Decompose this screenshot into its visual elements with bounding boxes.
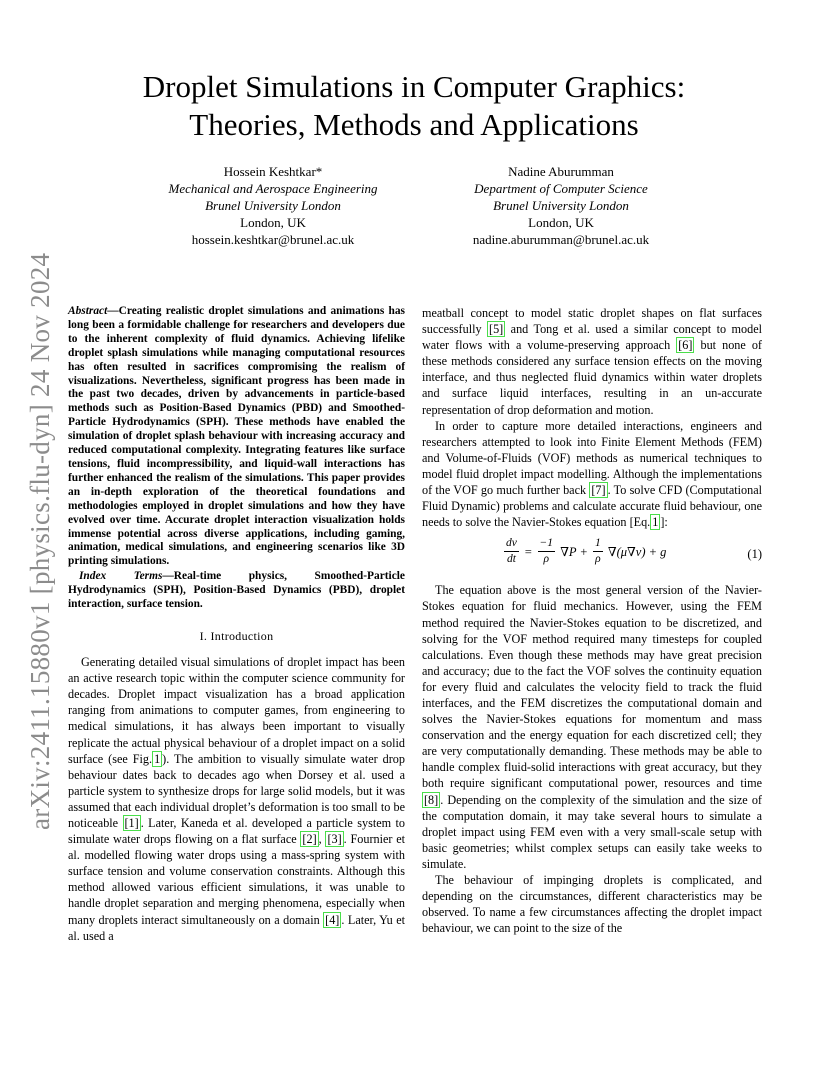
right-paragraph-2 <box>422 418 762 531</box>
intro-paragraph-1 <box>68 654 405 944</box>
citation-link[interactable]: [5] <box>489 322 504 337</box>
equation-term: ∇(μ∇v) + g <box>607 544 667 559</box>
equation-body <box>502 536 666 567</box>
figure-link[interactable]: 1 <box>154 751 161 766</box>
citation-link[interactable]: [2] <box>302 832 317 847</box>
title-line-2: Theories, Methods and Applications <box>189 107 639 142</box>
author-block-1 <box>143 163 403 248</box>
left-column <box>68 305 405 944</box>
citation-link[interactable]: [4] <box>325 912 340 927</box>
denominator: ρ <box>595 553 601 566</box>
author-email[interactable]: hossein.keshtkar@brunel.ac.uk <box>191 232 355 247</box>
author-university: Brunel University London <box>205 198 341 213</box>
text-span: . Fournier et al. modelled flowing water drops using a mass-spring system with surface tension and volume conservation constraints. Although this method allowed various efficient simulations, it was unable to handle droplet separation and merging phenomena, especially when many droplets interact simultaneously on a domain <box>68 832 405 927</box>
author-department: Mechanical and Aerospace Engineering <box>168 181 378 196</box>
numerator: 1 <box>593 536 603 552</box>
denominator: dt <box>506 553 516 566</box>
index-terms <box>68 570 405 612</box>
author-name: Hossein Keshtkar* <box>223 164 323 179</box>
numerator: −1 <box>538 536 556 552</box>
author-city: London, UK <box>240 215 306 230</box>
author-city: London, UK <box>528 215 594 230</box>
text-span: ). The ambition to visually simulate water drop behaviour dates back to decades ago when Dorsey et al. used a particle system to synthesize drops for large solid models, but it was assumed that each individual droplet’s deformation is too small to be noticeable <box>68 751 405 830</box>
text-span: . Later, Yu et al. used a <box>68 912 405 943</box>
citation-link[interactable]: [3] <box>327 832 342 847</box>
arxiv-stamp: arXiv:2411.15880v1 [physics.flu-dyn] 24 Nov 2024 <box>25 252 55 830</box>
navier-stokes-equation <box>422 534 762 576</box>
right-paragraph-4: The behaviour of impinging droplets is complicated, and depending on the circumstances, different characteristics may be observed. To name a few circumstances affecting the droplet impact behaviour, we can point to the size of the <box>422 873 762 936</box>
author-department: Department of Computer Science <box>474 181 648 196</box>
lhs-fraction <box>504 536 519 567</box>
equation-link[interactable]: 1 <box>652 515 659 530</box>
citation-link[interactable]: [7] <box>591 483 606 498</box>
text-span: . Later, Kaneda et al. developed a particle system to simulate water drops flowing on a flat surface <box>68 815 405 847</box>
index-terms-label: Index Terms <box>79 570 163 583</box>
author-email[interactable]: nadine.aburumman@brunel.ac.uk <box>472 232 650 247</box>
text-span: but none of these methods considered any surface tension effects on the moving interface, and thus neglected fluid dynamics within water droplets and surface liquid interfaces, resulting in an un-accurate representation of drop deformation and motion. <box>422 338 762 417</box>
denominator: ρ <box>543 553 550 566</box>
author-block-2 <box>431 163 691 248</box>
right-column <box>422 305 762 936</box>
section-heading: I. Introduction <box>199 628 274 643</box>
equation-term: ∇P + <box>560 544 588 559</box>
fraction-2 <box>593 536 603 567</box>
right-paragraph-3 <box>422 582 762 872</box>
text-span: ]: <box>660 515 668 530</box>
citation-link[interactable]: [8] <box>424 792 439 807</box>
text-span: The equation above is the most general version of the Navier-Stokes equation for fluid mechanics. However, using the FEM method required the Navier-Stokes equation to be discretized, and solving for the VOF method required many timesteps for coupled calculations. Even though these methods may have great precision and accuracy; due to the fact the VOF solves the continuity equation for every fluid and calculates the velocity field to track the fluid interfaces, and the FEM discretizes the computational domain and solves the Navier-Stokes equations for momentum and mass conservation and the energy equation for each discretized cell; they are very computationally demanding. These methods may be able to handle complex fluid-solid interactions with great accuracy, but they both require significant computational power, resources and time <box>422 583 762 791</box>
numerator: dv <box>504 536 519 552</box>
text-span: In order to capture more detailed interactions, engineers and researchers attempted to look into Finite Element Methods (FEM) and Volume-of-Fluids (VOF) methods as numerical techniques to model fluid droplet impact modelling. Although the implementations of the VOF go much further back <box>422 418 762 498</box>
equals-sign: = <box>523 544 533 559</box>
text-span: . Depending on the complexity of the simulation and the size of the computation domain, it may take several hours to simulate a droplet impact using FEM even with a very small-scale setup with basic geometries; whilst complex setups can easily take weeks to simulate. <box>422 792 762 871</box>
fraction-1 <box>538 536 556 567</box>
abstract <box>68 305 405 569</box>
abstract-text: —Creating realistic droplet simulations and animations has long been a formidable challenge for researchers and developers due to the inherent complexity of fluid dynamics. Achieving lifelike droplet splash simulations while managing computational resources has often resulted in sacrifices compromising the realism of visualizations. Nevertheless, significant progress has been made in the past two decades, driven by advancements in particle-based methods such as Position-Based Dynamics (PBD) and Smoothed-Particle Hydrodynamics (SPH). These methods have enabled the simulation of droplet splash behaviour with increasing accuracy and reduced computational complexity. Integrating features like surface tensions, fluid incompressibility, and liquid-wall interactions has further enhanced the realism of the simulations. This paper provides an in-depth exploration of the theoretical foundations and methodologies employed in droplet simulations and how they have evolved over time. Accurate droplet interaction visualization holds immense potential across diverse applications, including gaming, animation, medical simulations, and engineering scenarios like 3D printing simulations. <box>68 305 405 568</box>
right-paragraph-1 <box>422 305 762 418</box>
text-span: and Tong et al. used a similar concept to model water flows with a volume-preserving approach <box>422 322 762 353</box>
abstract-label: Abstract <box>68 305 108 317</box>
citation-link[interactable]: [1] <box>124 815 139 830</box>
text-span: Generating detailed visual simulations of droplet impact has been an active research topic within the computer science community for decades. Droplet impact visualization has a broad application ranging from animations to computer games, from engineering to medical simulations, it has always been important to visually replicate the actual physical behaviour of a droplet impact on a solid surface (see Fig. <box>68 655 405 766</box>
citation-link[interactable]: [6] <box>678 338 693 353</box>
equation-number: (1) <box>747 547 762 562</box>
author-name: Nadine Aburumman <box>508 164 614 179</box>
author-university: Brunel University London <box>493 198 629 213</box>
index-terms-text: —Real-time physics, Smoothed-Particle Hydrodynamics (SPH), Position-Based Dynamics (PBD), droplet interaction, surface tension. <box>68 570 405 611</box>
paper-title <box>60 68 768 144</box>
text-span: , <box>318 832 326 847</box>
text-span: meatball concept to model static droplet shapes on flat surfaces successfully <box>422 306 762 337</box>
title-line-1: Droplet Simulations in Computer Graphics: <box>142 69 686 104</box>
text-span: . To solve CFD (Computational Fluid Dynamic) problems and calculate accurate fluid behaviour, one needs to solve the Navier-Stokes equation [Eq. <box>422 483 762 530</box>
